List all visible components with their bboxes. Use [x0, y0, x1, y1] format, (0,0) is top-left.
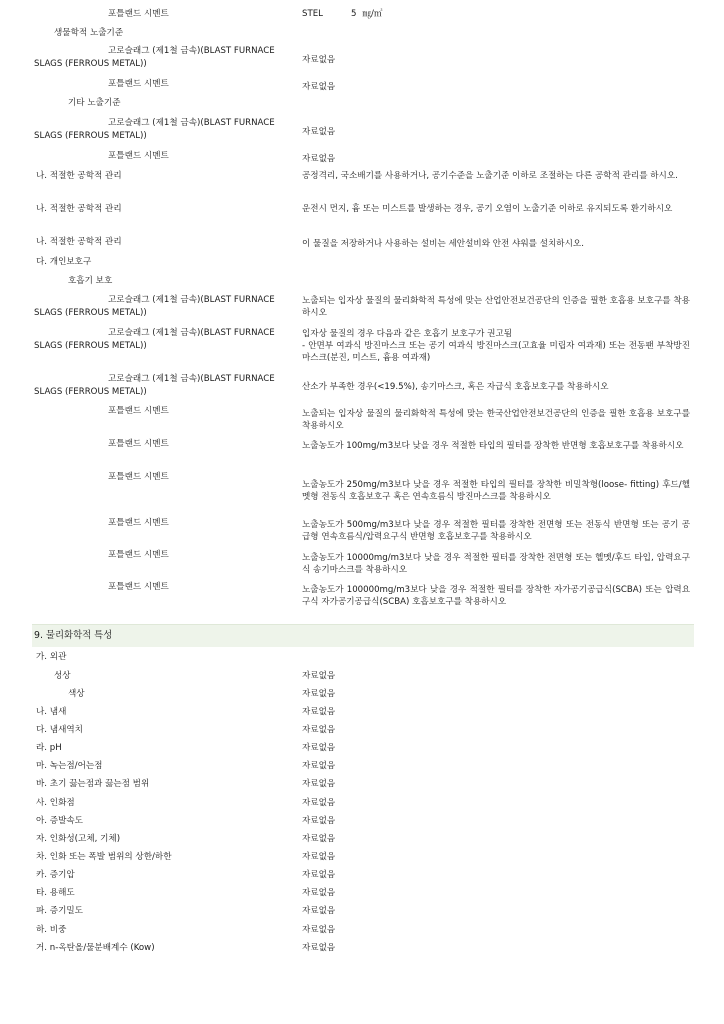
property-value: 자료없음 [302, 779, 336, 789]
value-line: - 안면부 여과식 방진마스크 또는 공기 여과식 방진마스크(고효율 미립자 여과재) 또는 전동팬 부착방진 마스크(분진, 미스트, 흄용 여과재) [302, 341, 690, 363]
row-value: 노출되는 입자상 물질의 물리화학적 특성에 맞는 한국산업안전보건공단의 인증을 필한 호흡용 보호구를 착용하시오 [302, 409, 690, 431]
property-label: 색상 [68, 689, 85, 699]
property-label: 차. 인화 또는 폭발 범위의 상한/하한 [36, 852, 172, 862]
property-value: 자료없음 [302, 870, 336, 880]
property-label: 성상 [54, 671, 71, 681]
row-label: 포틀랜드 시멘트 [108, 79, 169, 89]
respiratory-row-slag [32, 294, 694, 320]
row-label-line2: SLAGS (FERROUS METAL)) [34, 308, 147, 318]
stel-unit: ㎎/㎥ [362, 9, 383, 19]
property-label: 아. 증발속도 [36, 816, 83, 826]
row-value: 노출농도가 250mg/m3보다 낮을 경우 적절한 타입의 필터를 장착한 비밀착형(loose- fitting) 후드/헬멧형 전동식 호흡보호구 혹은 연속흐름식 방진마스크를 착용하시오 [302, 480, 690, 502]
row-label: 포틀랜드 시멘트 [108, 472, 169, 482]
property-label: 가. 외관 [36, 652, 67, 662]
property-label: 다. 냄새역치 [36, 725, 83, 735]
row-label: 호흡기 보호 [68, 276, 113, 286]
property-label: 사. 인화점 [36, 798, 75, 808]
row-value: 산소가 부족한 경우(<19.5%), 송기마스크, 혹은 자급식 호흡보호구를 착용하시오 [302, 382, 609, 392]
property-value: 자료없음 [302, 671, 336, 681]
row-value: 노출농도가 500mg/m3보다 낮을 경우 적절한 필터를 장착한 전면형 또는 전동식 반면형 또는 공기 공급형 연속흐름식/압력요구식 반면형 호흡보호구를 착용하시오 [302, 520, 690, 542]
row-label: 포틀랜드 시멘트 [108, 439, 169, 449]
property-value: 자료없음 [302, 888, 336, 898]
row-value: 노출농도가 100000mg/m3보다 낮을 경우 적절한 필터를 장착한 자가공기공급식(SCBA) 또는 압력요구식 자가공기공급식(SCBA) 호흡보호구를 착용하시오 [302, 585, 690, 607]
row-value: 자료없음 [302, 55, 336, 65]
row-value: 노출되는 입자상 물질의 물리화학적 특성에 맞는 산업안전보건공단의 인증을 필한 호흡용 보호구를 착용하시오 [302, 296, 690, 318]
exposure-row-slag [32, 117, 694, 143]
row-value [302, 328, 690, 364]
row-label: 나. 적절한 공학적 관리 [36, 237, 122, 247]
row-label: 포틀랜드 시멘트 [108, 582, 169, 592]
property-value: 자료없음 [302, 816, 336, 826]
property-label: 마. 녹는점/어는점 [36, 761, 103, 771]
row-label: 다. 개인보호구 [36, 257, 92, 267]
property-value: 자료없음 [302, 852, 336, 862]
row-label-line1: 고로슬래그 (제1철 금속)(BLAST FURNACE [108, 46, 275, 56]
property-value: 자료없음 [302, 798, 336, 808]
exposure-row-slag [32, 45, 694, 71]
property-label: 파. 증기밀도 [36, 906, 83, 916]
property-label: 거. n-옥탄올/물분배계수 (Kow) [36, 943, 155, 953]
row-label-line1: 고로슬래그 (제1철 금속)(BLAST FURNACE [108, 328, 275, 338]
section-header [32, 624, 694, 647]
property-label: 타. 용해도 [36, 888, 75, 898]
row-label: 생물학적 노출기준 [54, 28, 124, 38]
property-value: 자료없음 [302, 925, 336, 935]
row-value: 자료없음 [302, 82, 336, 92]
property-value: 자료없음 [302, 689, 336, 699]
row-label: 포틀랜드 시멘트 [108, 9, 169, 19]
stel-number: 5 [350, 9, 357, 19]
property-value: 자료없음 [302, 725, 336, 735]
stel-label: STEL [302, 9, 323, 19]
property-label: 라. pH [36, 743, 62, 753]
row-value: 노출농도가 10000mg/m3보다 낮을 경우 적절한 필터를 장착한 전면형 또는 헬멧/후드 타입, 압력요구식 송기마스크를 착용하시오 [302, 553, 690, 575]
property-label: 카. 증기압 [36, 870, 75, 880]
row-label-line2: SLAGS (FERROUS METAL)) [34, 341, 147, 351]
respiratory-row-slag [32, 373, 694, 399]
row-label: 기타 노출기준 [68, 98, 121, 108]
property-label: 하. 비중 [36, 925, 67, 935]
property-value: 자료없음 [302, 834, 336, 844]
property-label: 바. 초기 끓는점과 끓는점 범위 [36, 779, 150, 789]
property-value: 자료없음 [302, 743, 336, 753]
property-value: 자료없음 [302, 761, 336, 771]
value-line: 입자상 물질의 경우 다음과 같은 호흡기 보호구가 권고됨 [302, 329, 513, 339]
row-label: 포틀랜드 시멘트 [108, 518, 169, 528]
row-value: 공정격리, 국소배기를 사용하거나, 공기수준을 노출기준 이하로 조절하는 다른 공학적 관리를 하시오. [302, 171, 678, 181]
row-label-line1: 고로슬래그 (제1철 금속)(BLAST FURNACE [108, 295, 275, 305]
row-label-line2: SLAGS (FERROUS METAL)) [34, 387, 147, 397]
row-value: 자료없음 [302, 127, 336, 137]
row-label: 포틀랜드 시멘트 [108, 406, 169, 416]
row-label: 포틀랜드 시멘트 [108, 550, 169, 560]
row-label: 포틀랜드 시멘트 [108, 151, 169, 161]
property-value: 자료없음 [302, 707, 336, 717]
property-label: 나. 냄새 [36, 707, 67, 717]
row-value: 이 물질을 저장하거나 사용하는 설비는 세안설비와 안전 샤워를 설치하시오. [302, 239, 584, 249]
property-value: 자료없음 [302, 943, 336, 953]
row-label-line2: SLAGS (FERROUS METAL)) [34, 59, 147, 69]
row-value: 노출농도가 100mg/m3보다 낮을 경우 적절한 타입의 필터를 장착한 반면형 호흡보호구를 착용하시오 [302, 441, 684, 451]
row-value: 자료없음 [302, 154, 336, 164]
row-value: 운전시 먼지, 흄 또는 미스트를 발생하는 경우, 공기 오염이 노출기준 이하로 유지되도록 환기하시오 [302, 204, 673, 214]
row-label: 나. 적절한 공학적 관리 [36, 171, 122, 181]
section-title: 9. 물리화학적 특성 [34, 630, 113, 641]
row-label-line1: 고로슬래그 (제1철 금속)(BLAST FURNACE [108, 374, 275, 384]
property-label: 자. 인화성(고체, 기체) [36, 834, 121, 844]
property-value: 자료없음 [302, 906, 336, 916]
respiratory-row-slag [32, 327, 694, 371]
row-label: 나. 적절한 공학적 관리 [36, 204, 122, 214]
row-value [302, 8, 690, 20]
row-label-line2: SLAGS (FERROUS METAL)) [34, 131, 147, 141]
row-label-line1: 고로슬래그 (제1철 금속)(BLAST FURNACE [108, 118, 275, 128]
